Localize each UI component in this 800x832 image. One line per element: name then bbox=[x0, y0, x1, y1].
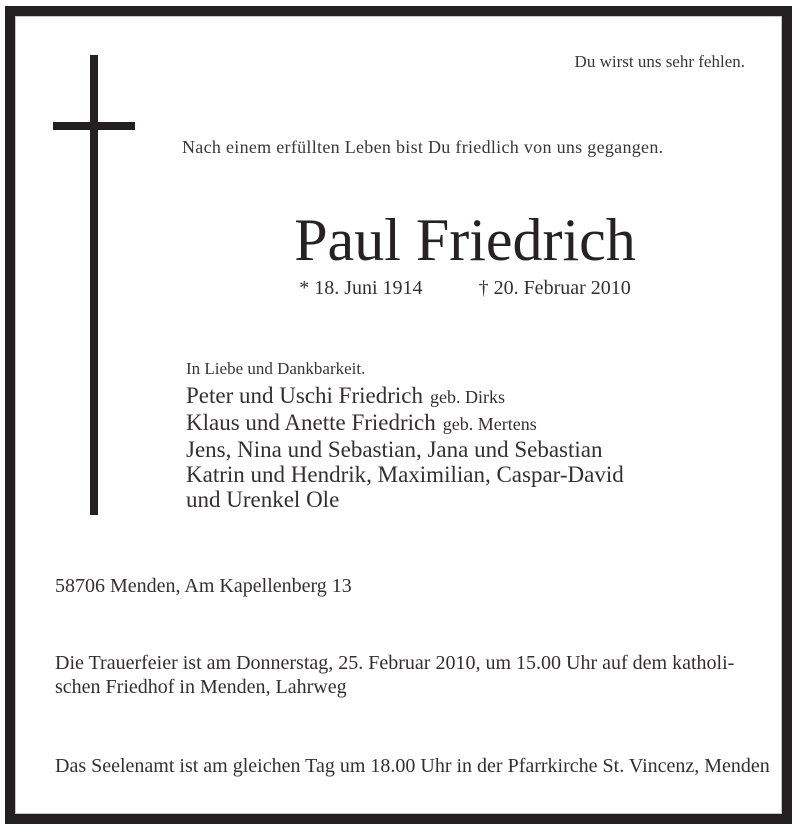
mourner-line bbox=[186, 383, 624, 410]
mourners-list bbox=[186, 383, 624, 512]
deceased-name: Paul Friedrich bbox=[294, 207, 636, 273]
birth-star-symbol: * bbox=[299, 277, 310, 299]
dedication-line: In Liebe und Dankbarkeit. bbox=[186, 359, 366, 378]
funeral-info-line: schen Friedhof in Menden, Lahrweg bbox=[55, 675, 347, 698]
intro-line: Nach einem erfüllten Leben bist Du friedlich von uns gegangen. bbox=[182, 137, 664, 157]
mourner-names: und Urenkel Ole bbox=[186, 487, 340, 512]
death-dagger-symbol: † bbox=[478, 277, 489, 299]
death-date-text: 20. Februar 2010 bbox=[493, 277, 631, 299]
requiem-info: Das Seelenamt ist am gleichen Tag um 18.00 Uhr in der Pfarrkirche St. Vincenz, Menden bbox=[55, 755, 770, 777]
life-dates-row bbox=[185, 277, 745, 300]
funeral-info-line: Die Trauerfeier ist am Donnerstag, 25. Februar 2010, um 15.00 Uhr auf dem katholi- bbox=[55, 652, 735, 674]
mourner-birthname: geb. Dirks bbox=[429, 387, 505, 407]
mourner-line bbox=[186, 462, 624, 487]
mourner-line bbox=[186, 487, 624, 512]
birth-date-text: 18. Juni 1914 bbox=[314, 277, 423, 299]
funeral-info bbox=[55, 652, 780, 699]
birth-date bbox=[299, 277, 422, 300]
address-line: 58706 Menden, Am Kapellenberg 13 bbox=[55, 575, 352, 597]
mourner-birthname: geb. Mertens bbox=[442, 414, 537, 434]
death-date bbox=[479, 277, 631, 300]
mourner-names: Katrin und Hendrik, Maximilian, Caspar-David bbox=[186, 462, 624, 487]
mourner-names: Jens, Nina und Sebastian, Jana und Sebastian bbox=[186, 437, 603, 462]
mourner-names: Peter und Uschi Friedrich bbox=[186, 383, 423, 408]
cross-horizontal-bar bbox=[53, 122, 135, 130]
mourner-line bbox=[186, 410, 624, 437]
mourner-line bbox=[186, 437, 624, 462]
missing-line: Du wirst uns sehr fehlen. bbox=[574, 52, 745, 71]
mourner-names: Klaus und Anette Friedrich bbox=[186, 410, 436, 435]
